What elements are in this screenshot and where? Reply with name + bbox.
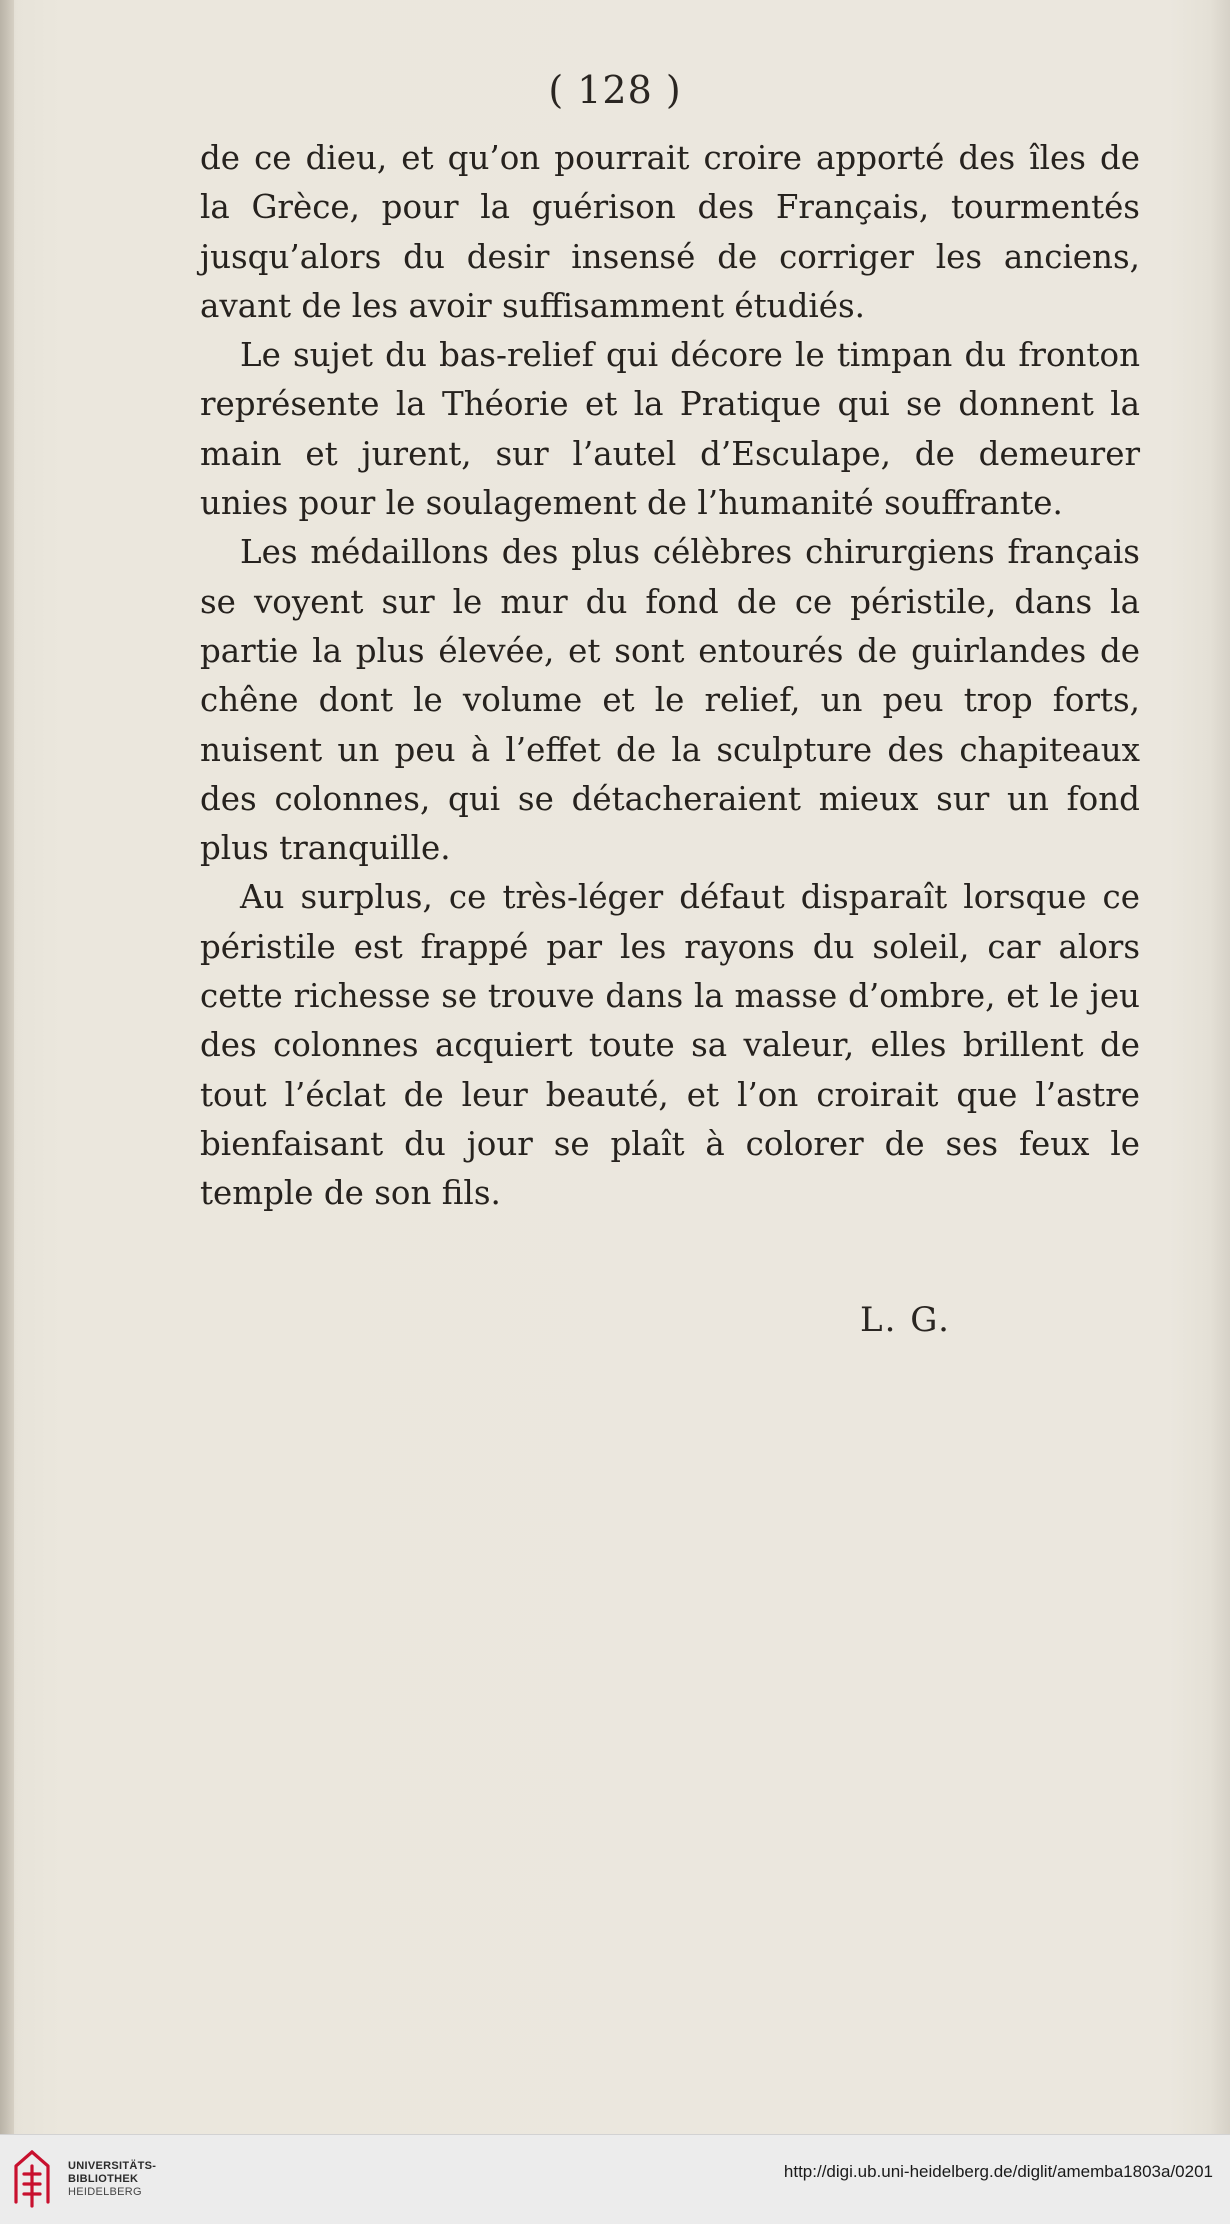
footer-bar <box>0 2134 1230 2224</box>
library-name-line-1: UNIVERSITÄTS- <box>68 2160 157 2172</box>
paragraph-1: de ce dieu, et qu’on pourrait croire apporté des îles de la Grèce, pour la guérison des Français, tourmentés jusqu’alors du desir insensé de corriger les anciens, avant de les avoir suffisamment étudiés. <box>200 139 1140 325</box>
source-url-link[interactable]: http://digi.ub.uni-heidelberg.de/diglit/amemba1803a/0201 <box>783 2162 1213 2181</box>
ub-heidelberg-logo-icon <box>10 2148 54 2210</box>
library-name <box>68 2160 156 2199</box>
author-signature: L. G. <box>860 1300 951 1340</box>
page-number: ( 128 ) <box>548 68 682 112</box>
paragraph-4: Au surplus, ce très-léger défaut disparaît lorsque ce péristile est frappé par les rayons du soleil, car alors cette richesse se trouve dans la masse d’ombre, et le jeu des colonnes acquiert toute sa valeur, elles brillent de tout l’éclat de leur beauté, et l’on croirait que l’astre bienfaisant du jour se plaît à colorer de ses feux le temple de son fils. <box>200 878 1140 1213</box>
page-spine-shadow <box>0 0 14 2134</box>
library-name-line-2: BIBLIOTHEK <box>68 2173 139 2185</box>
paragraph-2: Le sujet du bas-relief qui décore le timpan du fronton représente la Théorie et la Pratique qui se donnent la main et jurent, sur l’autel d’Esculape, de demeurer unies pour le soulagement de l’humanité souffrante. <box>200 336 1140 523</box>
library-name-line-3: HEIDELBERG <box>68 2186 142 2198</box>
paragraph-3: Les médaillons des plus célèbres chirurgiens français se voyent sur le mur du fond de ce péristile, dans la partie la plus élevée, et sont entourés de guirlandes de chêne dont le volume et le relief, un peu trop forts, nuisent un peu à l’effet de la sculpture des chapiteaux des colonnes, qui se détacheraient mieux sur un fond plus tranquille. <box>200 533 1140 868</box>
body-text <box>200 134 1140 1219</box>
